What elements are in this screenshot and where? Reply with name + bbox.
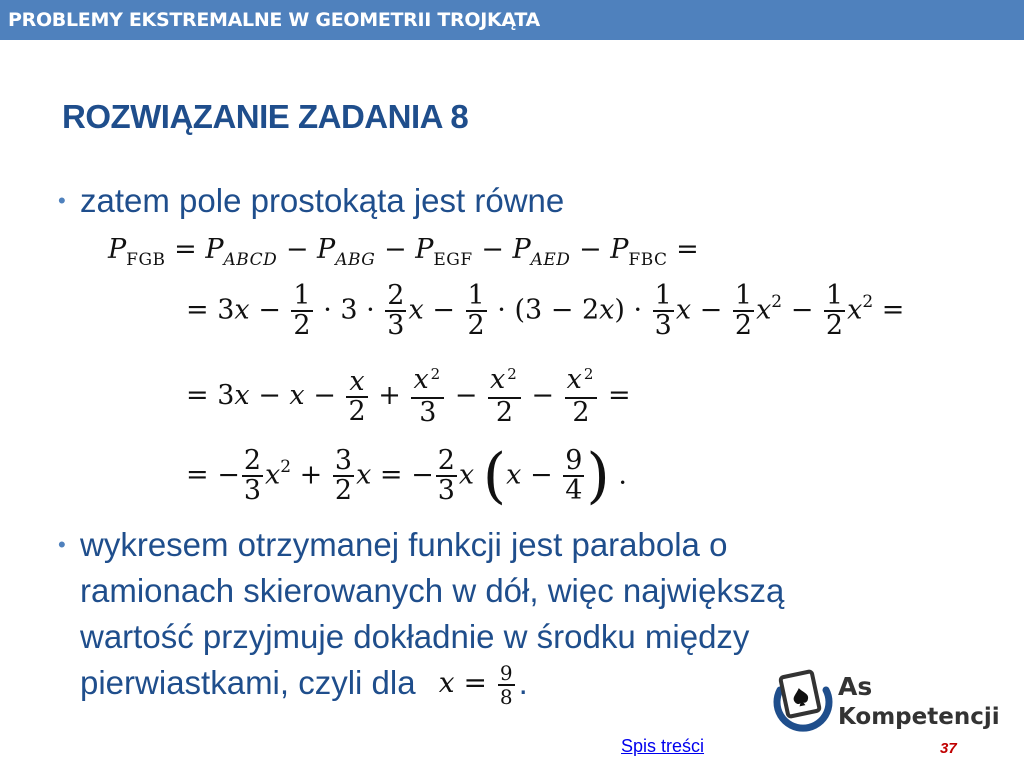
as-kompetencji-logo (770, 668, 1000, 740)
slide-heading: ROZWIĄZANIE ZADANIA 8 (62, 98, 469, 135)
page-number: 37 (940, 740, 957, 757)
bullet-2-line-text: pierwiastkami, czyli dla (80, 664, 416, 701)
bullet-dot-icon: • (58, 188, 66, 213)
bullet-2-line: ramionach skierowanych w dół, więc największą (80, 572, 785, 609)
inline-equation: x = $\frac{9}{8}$ (438, 660, 513, 709)
bullet-1-text: zatem pole prostokąta jest równe (80, 182, 565, 219)
equation-line-4: = − $\frac{2}{3}$ $x^2$ + $\frac{3}{2}$ x = − $\frac{2}{3}$ x (x − $\frac{9}{4}$ ) . (186, 441, 627, 511)
header-bar (0, 0, 1024, 40)
logo-text-line-1: As (838, 672, 873, 701)
logo-emblem-icon (770, 668, 836, 740)
bullet-dot-icon: • (58, 532, 66, 557)
bullet-2-line: wartość przyjmuje dokładnie w środku między (80, 618, 750, 655)
table-of-contents-link[interactable]: Spis treści (621, 736, 705, 756)
equation-line-2: = 3x − $\frac{1}{2}$ · 3 · $\frac{2}{3}$ x − $\frac{1}{2}$ · (3 − 2x) · $\frac{1}{3}$ x − $\frac{1}{2}$ $x^2$ − $\frac{1}{2}$ $x^2$ = (186, 280, 905, 341)
equation-line-3: = 3x − x − $\frac{x}{2}$ + $\frac{x ^2}{3}$ − $\frac{x ^2}{2}$ − $\frac{x ^2}{2}$ = (186, 364, 631, 428)
bullet-2-line (80, 660, 784, 710)
logo-text-line-2: Kompetencji (838, 704, 1000, 730)
bullet-2-line: wykresem otrzymanej funkcji jest parabola o (80, 526, 728, 563)
bullet-2-text (80, 522, 784, 710)
equation-line-1: $P_{FGB} = P_{ABCD} - P_{ABG} - P_{EGF} - P_{AED} - P_{FBC}$ = (108, 234, 699, 270)
bullet-2-suffix: . (518, 664, 528, 701)
presentation-title: PROBLEMY EKSTREMALNE W GEOMETRII TROJKĄTA (8, 9, 540, 31)
